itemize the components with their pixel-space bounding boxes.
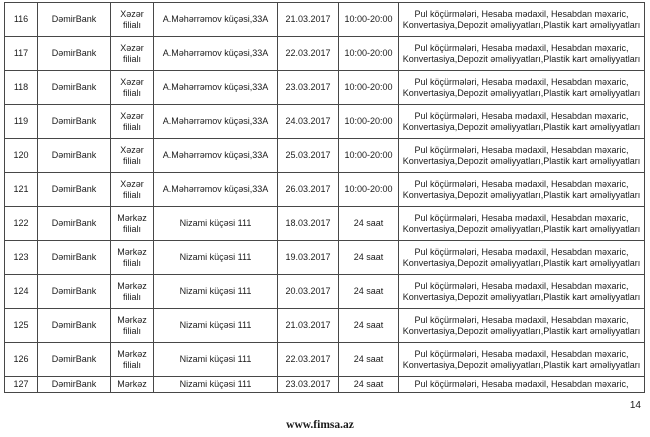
branch-name-cell: Mərkəz filialı (111, 241, 154, 275)
date-cell: 21.03.2017 (278, 309, 339, 343)
date-cell: 21.03.2017 (278, 3, 339, 37)
row-number-cell: 122 (5, 207, 38, 241)
bank-branches-table-body (5, 3, 645, 393)
branch-name-cell: Mərkəz filialı (111, 309, 154, 343)
working-hours-cell: 10:00-20:00 (339, 71, 399, 105)
working-hours-cell: 24 saat (339, 207, 399, 241)
table-row (5, 343, 645, 377)
bank-name-cell: DəmirBank (38, 37, 111, 71)
bank-name-cell: DəmirBank (38, 3, 111, 37)
row-number-cell: 125 (5, 309, 38, 343)
address-cell: Nizami küçəsi 111 (154, 309, 278, 343)
address-cell: A.Məhərrəmov küçəsi,33A (154, 139, 278, 173)
table-row (5, 309, 645, 343)
date-cell: 24.03.2017 (278, 105, 339, 139)
services-cell: Pul köçürmələri, Hesaba mədaxil, Hesabdan məxaric, Konvertasiya,Depozit əməliyyatları,Plastik kart əməliyyatları (399, 105, 645, 139)
services-cell: Pul köçürmələri, Hesaba mədaxil, Hesabdan məxaric, Konvertasiya,Depozit əməliyyatları,Plastik kart əməliyyatları (399, 71, 645, 105)
branch-name-cell: Mərkəz (111, 377, 154, 393)
branch-name-cell: Mərkəz filialı (111, 207, 154, 241)
table-row (5, 3, 645, 37)
address-cell: Nizami küçəsi 111 (154, 343, 278, 377)
branch-name-cell: Xəzər filialı (111, 139, 154, 173)
bank-name-cell: DəmirBank (38, 309, 111, 343)
date-cell: 22.03.2017 (278, 37, 339, 71)
bank-name-cell: DəmirBank (38, 105, 111, 139)
address-cell: A.Məhərrəmov küçəsi,33A (154, 3, 278, 37)
table-row (5, 173, 645, 207)
services-cell: Pul köçürmələri, Hesaba mədaxil, Hesabdan məxaric, Konvertasiya,Depozit əməliyyatları,Plastik kart əməliyyatları (399, 241, 645, 275)
date-cell: 26.03.2017 (278, 173, 339, 207)
date-cell: 23.03.2017 (278, 71, 339, 105)
working-hours-cell: 24 saat (339, 275, 399, 309)
table-row (5, 71, 645, 105)
branch-name-cell: Xəzər filialı (111, 71, 154, 105)
bank-name-cell: DəmirBank (38, 71, 111, 105)
working-hours-cell: 10:00-20:00 (339, 139, 399, 173)
working-hours-cell: 24 saat (339, 377, 399, 393)
branch-name-cell: Mərkəz filialı (111, 343, 154, 377)
services-cell: Pul köçürmələri, Hesaba mədaxil, Hesabdan məxaric, Konvertasiya,Depozit əməliyyatları,Plastik kart əməliyyatları (399, 3, 645, 37)
working-hours-cell: 24 saat (339, 343, 399, 377)
date-cell: 20.03.2017 (278, 275, 339, 309)
address-cell: A.Məhərrəmov küçəsi,33A (154, 37, 278, 71)
bank-name-cell: DəmirBank (38, 207, 111, 241)
table-row (5, 139, 645, 173)
row-number-cell: 121 (5, 173, 38, 207)
row-number-cell: 119 (5, 105, 38, 139)
bank-name-cell: DəmirBank (38, 241, 111, 275)
working-hours-cell: 24 saat (339, 241, 399, 275)
row-number-cell: 116 (5, 3, 38, 37)
table-row (5, 241, 645, 275)
footer-website-url: www.fimsa.az (286, 419, 354, 431)
bank-name-cell: DəmirBank (38, 173, 111, 207)
branch-name-cell: Xəzər filialı (111, 37, 154, 71)
page-number: 14 (629, 400, 641, 411)
address-cell: Nizami küçəsi 111 (154, 207, 278, 241)
row-number-cell: 117 (5, 37, 38, 71)
address-cell: A.Məhərrəmov küçəsi,33A (154, 71, 278, 105)
date-cell: 23.03.2017 (278, 377, 339, 393)
date-cell: 25.03.2017 (278, 139, 339, 173)
branch-name-cell: Xəzər filialı (111, 105, 154, 139)
branch-name-cell: Xəzər filialı (111, 3, 154, 37)
services-cell: Pul köçürmələri, Hesaba mədaxil, Hesabdan məxaric, Konvertasiya,Depozit əməliyyatları,Plastik kart əməliyyatları (399, 343, 645, 377)
services-cell: Pul köçürmələri, Hesaba mədaxil, Hesabdan məxaric, Konvertasiya,Depozit əməliyyatları,Plastik kart əməliyyatları (399, 139, 645, 173)
row-number-cell: 124 (5, 275, 38, 309)
services-cell: Pul köçürmələri, Hesaba mədaxil, Hesabdan məxaric, Konvertasiya,Depozit əməliyyatları,Plastik kart əməliyyatları (399, 309, 645, 343)
working-hours-cell: 24 saat (339, 309, 399, 343)
table-row (5, 37, 645, 71)
date-cell: 22.03.2017 (278, 343, 339, 377)
table-row (5, 377, 645, 393)
services-cell: Pul köçürmələri, Hesaba mədaxil, Hesabdan məxaric, Konvertasiya,Depozit əməliyyatları,Plastik kart əməliyyatları (399, 37, 645, 71)
date-cell: 18.03.2017 (278, 207, 339, 241)
working-hours-cell: 10:00-20:00 (339, 37, 399, 71)
bank-name-cell: DəmirBank (38, 377, 111, 393)
bank-name-cell: DəmirBank (38, 275, 111, 309)
bank-name-cell: DəmirBank (38, 343, 111, 377)
bank-branches-table (4, 2, 645, 393)
working-hours-cell: 10:00-20:00 (339, 105, 399, 139)
branch-name-cell: Mərkəz filialı (111, 275, 154, 309)
row-number-cell: 123 (5, 241, 38, 275)
row-number-cell: 127 (5, 377, 38, 393)
table-row (5, 275, 645, 309)
working-hours-cell: 10:00-20:00 (339, 173, 399, 207)
row-number-cell: 120 (5, 139, 38, 173)
services-cell: Pul köçürmələri, Hesaba mədaxil, Hesabdan məxaric, Konvertasiya,Depozit əməliyyatları,Plastik kart əməliyyatları (399, 275, 645, 309)
services-cell: Pul köçürmələri, Hesaba mədaxil, Hesabdan məxaric, Konvertasiya,Depozit əməliyyatları,Plastik kart əməliyyatları (399, 207, 645, 241)
address-cell: A.Məhərrəmov küçəsi,33A (154, 105, 278, 139)
row-number-cell: 126 (5, 343, 38, 377)
address-cell: A.Məhərrəmov küçəsi,33A (154, 173, 278, 207)
table-row (5, 105, 645, 139)
address-cell: Nizami küçəsi 111 (154, 377, 278, 393)
table-row (5, 207, 645, 241)
row-number-cell: 118 (5, 71, 38, 105)
date-cell: 19.03.2017 (278, 241, 339, 275)
address-cell: Nizami küçəsi 111 (154, 241, 278, 275)
working-hours-cell: 10:00-20:00 (339, 3, 399, 37)
bank-name-cell: DəmirBank (38, 139, 111, 173)
services-cell: Pul köçürmələri, Hesaba mədaxil, Hesabdan məxaric, (399, 377, 645, 393)
services-cell: Pul köçürmələri, Hesaba mədaxil, Hesabdan məxaric, Konvertasiya,Depozit əməliyyatları,Plastik kart əməliyyatları (399, 173, 645, 207)
branch-name-cell: Xəzər filialı (111, 173, 154, 207)
address-cell: Nizami küçəsi 111 (154, 275, 278, 309)
